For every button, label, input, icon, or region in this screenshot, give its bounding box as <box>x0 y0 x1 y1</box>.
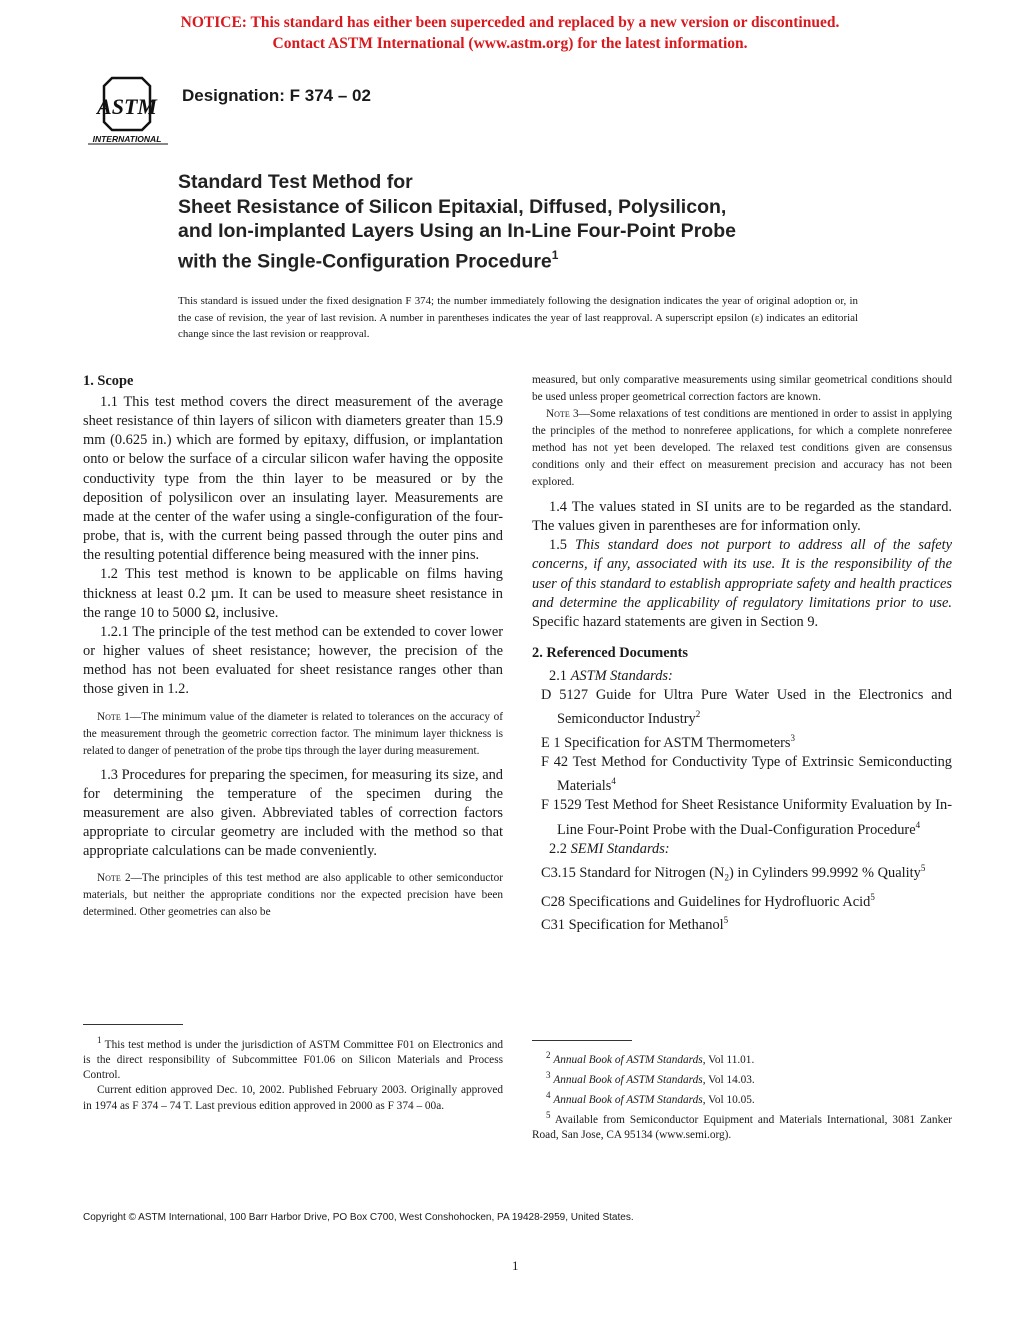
astm-logo <box>84 72 174 148</box>
footnote-rule-left <box>83 1024 183 1025</box>
ref-c31-sup: 5 <box>723 915 729 926</box>
ref-c31 <box>532 911 952 935</box>
footnote-5 <box>532 1108 952 1143</box>
document-title <box>178 170 878 274</box>
footnote-1b: Current edition approved Dec. 10, 2002. Published February 2003. Originally approved in 1974 as F 374 – 74 T. Last previous edition approved in 2000 as F 374 – 00a. <box>83 1084 503 1112</box>
footnote-5-text: Available from Semiconductor Equipment and Materials International, 3081 Zanker Road, San Jose, CA 95134 (www.semi.org). <box>532 1113 953 1141</box>
title-line-3: and Ion-implanted Layers Using an In-Line Four-Point Probe <box>178 220 736 242</box>
ref-c31-text: C31 Specification for Methanol <box>541 917 724 934</box>
footnotes-right <box>532 1048 952 1143</box>
para-1-5-tail: Specific hazard statements are given in Section 9. <box>532 613 819 630</box>
para-1-3: 1.3 Procedures for preparing the specimen, for measuring its size, and for determining the temperature of the specimen during the measurement are also given. Abbreviated tables of correction factors appropriate to circular geometry are included with the method so that appropriate calculations can be made conveniently. <box>83 766 503 860</box>
note-3-text: —Some relaxations of test conditions are mentioned in order to assist in applying the principles of the method to nonreferee applications, for which a complete nonreferee method has not yet been developed. The relaxed test conditions given are consensus conditions only and their effect on measurement precision and accuracy has not been explored. <box>532 408 952 488</box>
footnote-1-text: This test method is under the jurisdiction of ASTM Committee F01 on Electronics and is the direct responsibility of Subcommittee F01.06 on Silicon Materials and Process Control. <box>83 1038 504 1082</box>
ref-f42 <box>532 753 952 796</box>
para-1-5-number: 1.5 <box>549 537 567 554</box>
ref-c315-sub: 2 <box>724 872 729 883</box>
title-line-4: with the Single-Configuration Procedure <box>178 250 552 272</box>
footnote-3-mark: 3 <box>546 1069 551 1080</box>
note-3 <box>532 406 952 491</box>
footnote-3-italic: Annual Book of ASTM Standards <box>553 1073 703 1086</box>
footnote-1-mark: 1 <box>97 1035 102 1045</box>
note-1 <box>83 709 503 760</box>
footnote-2-mark: 2 <box>546 1050 551 1060</box>
note-2 <box>83 870 503 921</box>
para-1-1: 1.1 This test method covers the direct measurement of the average sheet resistance of thin layers of silicon with diameters greater than 15.9 mm (0.625 in.) which are formed by epitaxy, diffusion, or implantation onto or below the surface of a circular silicon wafer having the opposite conductivity type from the thin layer to be measured or by the deposition of polysilicon over an insulating layer. Measurements are made at the center of the wafer using a single-configuration of the four-probe, that is, with the current being passed through the outer pins and the resulting potential difference being measured with the inner pins. <box>83 394 503 564</box>
astm-standards-number: 2.1 <box>549 668 567 685</box>
footnote-2-tail: , Vol 11.01. <box>702 1053 755 1066</box>
designation: Designation: F 374 – 02 <box>182 86 371 105</box>
ref-e1-sup: 3 <box>790 733 796 744</box>
semi-standards-title: SEMI Standards: <box>570 840 670 857</box>
right-column <box>532 372 952 935</box>
para-1-4: 1.4 The values stated in SI units are to be regarded as the standard. The values given in parentheses are for information only. <box>532 499 952 535</box>
title-line-1: Standard Test Method for <box>178 171 413 193</box>
ref-f42-text: F 42 Test Method for Conductivity Type of Extrinsic Semiconducting Materials <box>541 754 952 795</box>
astm-standards-title: ASTM Standards: <box>570 668 673 685</box>
logo-letters: ASTM <box>97 94 157 119</box>
para-1-2-1: 1.2.1 The principle of the test method can be extended to cover lower or higher values of sheet resistance; however, the precision of the method has not been evaluated for sheet resistance ranges other than those given in 1.2. <box>83 623 503 698</box>
semi-standards-label <box>532 840 952 859</box>
copyright-line: Copyright © ASTM International, 100 Barr Harbor Drive, PO Box C700, West Conshohocken, PA 19428-2959, United States. <box>83 1212 634 1223</box>
note-1-text: —The minimum value of the diameter is related to tolerances on the accuracy of the measurement through the geometric correction factor. The minimum layer thickness is related to danger of penetration of the probe tips through the layer during measurement. <box>83 710 503 757</box>
footnote-4 <box>532 1088 952 1108</box>
footnote-3 <box>532 1068 952 1088</box>
note-2-label: Note 2 <box>97 872 131 885</box>
logo-caption: INTERNATIONAL <box>92 134 162 144</box>
footnote-1 <box>83 1033 503 1083</box>
ref-f1529-text: F 1529 Test Method for Sheet Resistance Uniformity Evaluation by In-Line Four-Point Probe with the Dual-Configuration Procedure <box>541 797 952 838</box>
footnote-4-italic: Annual Book of ASTM Standards <box>553 1093 703 1106</box>
notice-banner <box>0 12 1020 54</box>
ref-c28 <box>532 888 952 912</box>
footnote-4-mark: 4 <box>546 1089 551 1100</box>
footnote-3-tail: , Vol 14.03. <box>702 1073 755 1086</box>
note-2-continued: measured, but only comparative measurements using similar geometrical conditions should be used unless proper geometrical correction factors are known. <box>532 374 952 403</box>
ref-c315-pre: C3.15 Standard for Nitrogen (N <box>541 864 725 881</box>
preface-paragraph: This standard is issued under the fixed designation F 374; the number immediately following the designation indicates the year of original adoption or, in the case of revision, the year of last revision. A number in parentheses indicates the year of last reapproval. A superscript epsilon (ε) indicates an editorial change since the last revision or reapproval. <box>178 295 858 341</box>
footnotes-left <box>83 1033 503 1114</box>
scope-heading: 1. Scope <box>83 373 134 389</box>
ref-e1-text: E 1 Specification for ASTM Thermometers <box>541 735 791 752</box>
note-1-label: Note 1 <box>97 710 130 723</box>
ref-d5127-text: D 5127 Guide for Ultra Pure Water Used in the Electronics and Semiconductor Industry <box>541 687 952 728</box>
ref-f42-sup: 4 <box>611 776 616 787</box>
ref-d5127-sup: 2 <box>695 709 701 720</box>
notice-line-2: Contact ASTM International (www.astm.org) for the latest information. <box>272 35 748 52</box>
footnote-2-italic: Annual Book of ASTM Standards <box>553 1053 703 1066</box>
page-number: 1 <box>512 1258 519 1273</box>
ref-f1529 <box>532 796 952 839</box>
note-2-text: —The principles of this test method are also applicable to other semiconductor materials, but neither the appropriate conditions nor the expected precision have been determined. Other geometries can also be <box>83 872 503 919</box>
footnote-4-tail: , Vol 10.05. <box>702 1093 755 1106</box>
ref-f1529-sup: 4 <box>915 819 921 830</box>
para-1-5-italic: This standard does not purport to address all of the safety concerns, if any, associated with its use. It is the responsibility of the user of this standard to establish appropriate safety and health practices and determine the applicability of regulatory limitations prior to use. <box>532 537 952 611</box>
ref-d5127 <box>532 686 952 729</box>
footnote-5-mark: 5 <box>546 1109 551 1120</box>
footnote-rule-right <box>532 1040 632 1041</box>
para-1-5 <box>532 536 952 632</box>
refdocs-heading: 2. Referenced Documents <box>532 645 688 662</box>
ref-c28-sup: 5 <box>870 891 875 902</box>
ref-c28-text: C28 Specifications and Guidelines for Hydrofluoric Acid <box>541 893 871 910</box>
notice-line-1: NOTICE: This standard has either been superceded and replaced by a new version or discontinued. <box>180 14 840 31</box>
title-footnote-mark: 1 <box>551 247 559 262</box>
ref-c315 <box>532 859 952 888</box>
ref-c315-sup: 5 <box>920 862 926 873</box>
note-3-label: Note 3 <box>546 408 579 420</box>
ref-e1 <box>532 729 952 753</box>
footnote-2 <box>532 1048 952 1068</box>
para-1-2: 1.2 This test method is known to be applicable on films having thickness at least 0.2 µm. It can be used to measure sheet resistance in the range 10 to 5000 Ω, inclusive. <box>83 566 503 621</box>
semi-standards-number: 2.2 <box>549 840 567 857</box>
title-line-2: Sheet Resistance of Silicon Epitaxial, Diffused, Polysilicon, <box>178 195 727 218</box>
left-column <box>83 372 503 921</box>
ref-c315-post: ) in Cylinders 99.9992 % Quality <box>728 864 921 881</box>
astm-standards-label <box>532 667 952 686</box>
